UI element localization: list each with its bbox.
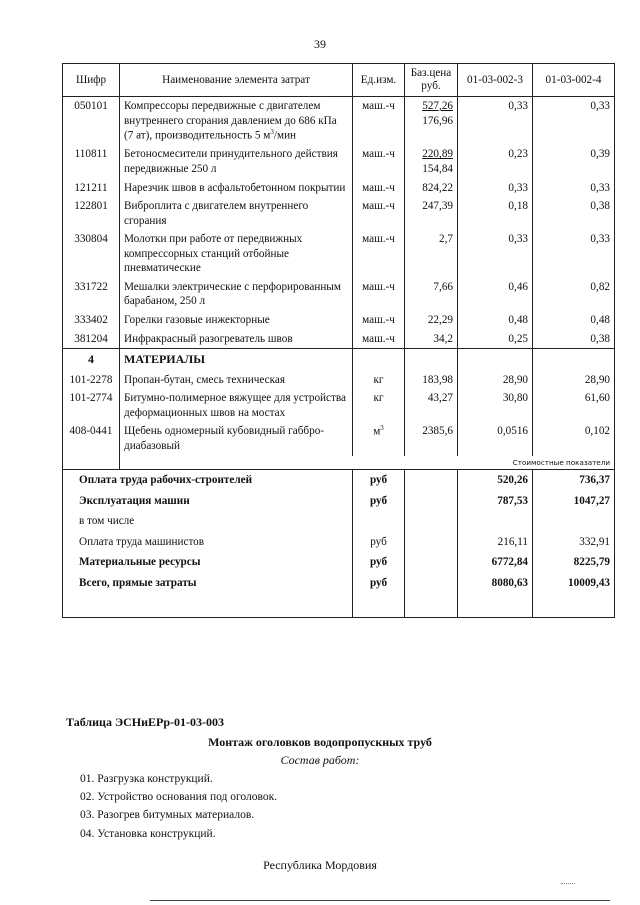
row-name: Нарезчик швов в асфальтобетонном покрытии — [120, 179, 353, 198]
works-list — [80, 770, 277, 843]
row-code: 333402 — [63, 311, 120, 330]
cost-value-3: 6772,84 — [458, 552, 533, 573]
row-code: 101-2278 — [63, 371, 120, 390]
row-unit: маш.-ч — [353, 179, 405, 198]
cost-value-3: 787,53 — [458, 491, 533, 512]
cost-label: Оплата труда машинистов — [63, 532, 353, 553]
table-subtitle: Монтаж оголовков водопропускных труб — [208, 735, 432, 749]
row-value-4: 0,48 — [533, 311, 615, 330]
composition-title: Состав работ: — [280, 753, 360, 767]
header-code: Шифр — [63, 64, 120, 97]
table-row — [63, 371, 615, 390]
cost-value-4: 8225,79 — [533, 552, 615, 573]
table-row — [63, 197, 615, 230]
row-price: 22,29 — [405, 311, 458, 330]
row-price: 824,22 — [405, 179, 458, 198]
row-price: 7,66 — [405, 278, 458, 311]
row-price: 34,2 — [405, 330, 458, 349]
estimate-table — [62, 63, 615, 618]
row-unit: маш.-ч — [353, 330, 405, 349]
list-item: 04. Установка конструкций. — [80, 827, 216, 840]
table-header-row — [63, 64, 615, 97]
row-price: 2385,6 — [405, 422, 458, 455]
cost-row — [63, 552, 615, 573]
row-code: 408-0441 — [63, 422, 120, 455]
row-price: 183,98 — [405, 371, 458, 390]
cost-label: Материальные ресурсы — [63, 552, 353, 573]
cost-row — [63, 573, 615, 594]
row-value-3: 28,90 — [458, 371, 533, 390]
row-value-4: 0,33 — [533, 179, 615, 198]
row-unit: $м^3$ — [353, 422, 405, 455]
row-name: Инфракрасный разогреватель швов — [120, 330, 353, 349]
cost-unit: руб — [353, 552, 405, 573]
table-row — [63, 179, 615, 198]
cost-value-4: 332,91 — [533, 532, 615, 553]
cost-row — [63, 469, 615, 490]
cost-value-3: 8080,63 — [458, 573, 533, 594]
row-value-3: 0,23 — [458, 145, 533, 178]
table-title: Таблица ЭСНиЕРр-01-03-003 — [66, 715, 225, 729]
row-code: 381204 — [63, 330, 120, 349]
header-col-3: 01-03-002-3 — [458, 64, 533, 97]
row-name: Молотки при работе от передвижных компрессорных станций отбойные пневматические — [120, 230, 353, 278]
table-row — [63, 422, 615, 455]
header-col-4: 01-03-002-4 — [533, 64, 615, 97]
cost-label: Всего, прямые затраты — [63, 573, 353, 594]
row-price: 2,7 — [405, 230, 458, 278]
row-code: 330804 — [63, 230, 120, 278]
row-value-4: 0,38 — [533, 197, 615, 230]
row-unit: маш.-ч — [353, 97, 405, 146]
row-value-4: 0,38 — [533, 330, 615, 349]
cost-unit: руб — [353, 491, 405, 512]
bottom-rule — [150, 900, 610, 901]
list-item: 01. Разгрузка конструкций. — [80, 773, 213, 785]
row-price — [405, 145, 458, 178]
header-unit: Ед.изм. — [353, 64, 405, 97]
cost-row — [63, 491, 615, 512]
row-value-3: 0,33 — [458, 230, 533, 278]
page-footer: Республика Мордовия — [263, 858, 377, 872]
row-code: 121211 — [63, 179, 120, 198]
row-unit: маш.-ч — [353, 197, 405, 230]
row-unit: кг — [353, 371, 405, 390]
row-price — [405, 97, 458, 146]
table-row — [63, 311, 615, 330]
cost-label: Оплата труда рабочих-строителей — [63, 469, 353, 490]
row-unit: маш.-ч — [353, 145, 405, 178]
cost-caption-row — [63, 456, 615, 470]
row-value-4: 0,39 — [533, 145, 615, 178]
table-row — [63, 330, 615, 349]
cost-value-3: 216,11 — [458, 532, 533, 553]
row-code: 101-2774 — [63, 389, 120, 422]
page-number: 39 — [314, 37, 326, 51]
row-name: Виброплита с двигателем внутреннего сгорания — [120, 197, 353, 230]
row-value-3: 0,33 — [458, 97, 533, 146]
section-title: МАТЕРИАЛЫ — [120, 349, 353, 371]
price-bottom: 154,84 — [422, 162, 453, 175]
section-code: 4 — [63, 349, 120, 371]
list-item: 03. Разогрев битумных материалов. — [80, 809, 255, 822]
row-value-3: 0,33 — [458, 179, 533, 198]
margin-mark — [561, 883, 575, 884]
table-spacer-row — [63, 593, 615, 618]
table-row — [63, 230, 615, 278]
row-code: 122801 — [63, 197, 120, 230]
row-unit: маш.-ч — [353, 278, 405, 311]
table-row — [63, 278, 615, 311]
row-value-3: 0,46 — [458, 278, 533, 311]
row-value-4: 28,90 — [533, 371, 615, 390]
row-code: 331722 — [63, 278, 120, 311]
row-name: Битумно-полимерное вяжущее для устройства деформационных швов на мостах — [120, 389, 353, 422]
row-unit: маш.-ч — [353, 311, 405, 330]
row-value-4: 0,33 — [533, 97, 615, 146]
table-row — [63, 145, 615, 178]
table-row — [63, 389, 615, 422]
row-name: Щебень одномерный кубовидный габбро-диабазовый — [120, 422, 353, 455]
table-row — [63, 97, 615, 146]
cost-row — [63, 532, 615, 553]
row-unit: кг — [353, 389, 405, 422]
cost-unit: руб — [353, 573, 405, 594]
cost-caption: Стоимостные показатели — [120, 456, 615, 470]
list-item: 02. Устройство основания под оголовок. — [80, 791, 278, 804]
price-bottom: 176,96 — [422, 114, 453, 127]
header-price: Баз.цена руб. — [405, 64, 458, 97]
row-name: Компрессоры передвижные с двигателем внутреннего сгорания давлением до 686 кПа (7 ат), производительность 5 $м^3$/мин — [120, 97, 353, 146]
cost-value-4: 10009,43 — [533, 573, 615, 594]
row-value-3: 0,25 — [458, 330, 533, 349]
price-top: 220,89 — [422, 148, 453, 161]
row-value-4: 0,82 — [533, 278, 615, 311]
cost-unit: руб — [353, 469, 405, 490]
row-value-3: 0,0516 — [458, 422, 533, 455]
row-value-4: 0,33 — [533, 230, 615, 278]
row-price: 43,27 — [405, 389, 458, 422]
row-value-4: 61,60 — [533, 389, 615, 422]
row-value-4: 0,102 — [533, 422, 615, 455]
row-name: Горелки газовые инжекторные — [120, 311, 353, 330]
row-unit: маш.-ч — [353, 230, 405, 278]
cost-row — [63, 511, 615, 532]
row-code: 110811 — [63, 145, 120, 178]
cost-value-4: 1047,27 — [533, 491, 615, 512]
row-name: Пропан-бутан, смесь техническая — [120, 371, 353, 390]
cost-label: Эксплуатация машин — [63, 491, 353, 512]
row-value-3: 30,80 — [458, 389, 533, 422]
row-price: 247,39 — [405, 197, 458, 230]
cost-value-4: 736,37 — [533, 469, 615, 490]
cost-unit: руб — [353, 532, 405, 553]
row-name: Бетоносмесители принудительного действия передвижные 250 л — [120, 145, 353, 178]
cost-label: в том числе — [63, 511, 353, 532]
row-code: 050101 — [63, 97, 120, 146]
row-value-3: 0,48 — [458, 311, 533, 330]
row-name: Мешалки электрические с перфорированным барабаном, 250 л — [120, 278, 353, 311]
section-row-materials — [63, 349, 615, 371]
price-top: 527,26 — [422, 100, 453, 112]
cost-value-3: 520,26 — [458, 469, 533, 490]
row-value-3: 0,18 — [458, 197, 533, 230]
header-name: Наименование элемента затрат — [120, 64, 353, 97]
